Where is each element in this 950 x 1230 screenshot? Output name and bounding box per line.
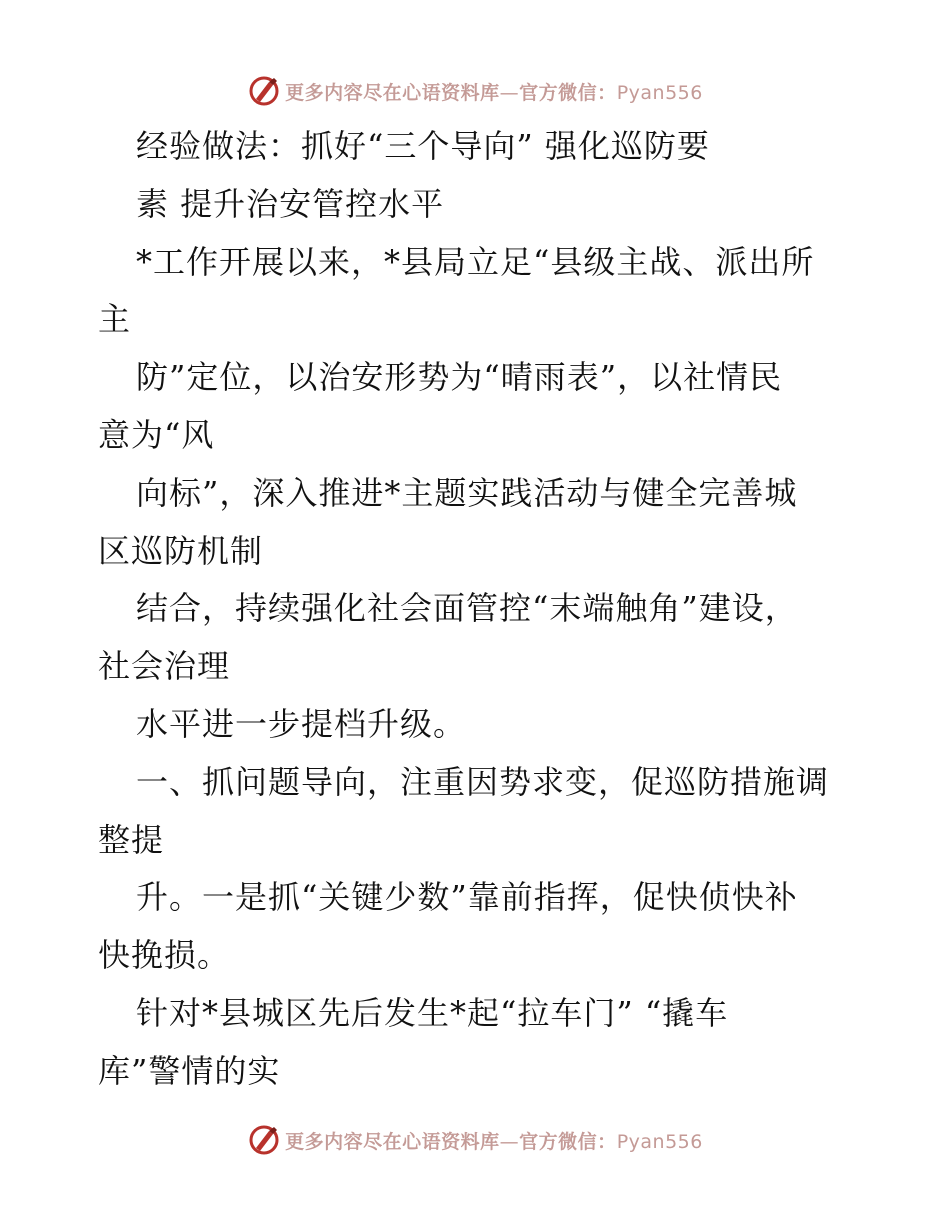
text-line: 水平进一步提档升级。 [136,704,467,743]
text-line: 升。一是抓“关键少数”靠前指挥，促快侦快补 [136,878,798,917]
pen-logo-icon [247,74,281,108]
watermark-wechat-id: Pyan556 [616,1130,703,1153]
watermark-main-text: 更多内容尽在心语资料库 [285,81,500,104]
footer-watermark [0,1120,950,1160]
watermark-main-text: 更多内容尽在心语资料库 [285,1130,500,1153]
text-line: 向标”，深入推进*主题实践活动与健全完善城 [136,473,798,512]
watermark-wechat-id: Pyan556 [616,81,703,104]
document-body [98,118,858,1101]
text-line: 结合，持续强化社会面管控“末端触角”建设， [136,589,798,628]
text-line: 经验做法：抓好“三个导向” 强化巡防要 [136,127,710,165]
pen-logo-icon [247,1123,281,1157]
text-line: 整提 [98,820,165,859]
text-line: 针对*县城区先后发生*起“拉车门” “撬车 [136,993,729,1032]
text-line: 库”警情的实 [98,1051,281,1090]
text-line: 区巡防机制 [98,531,264,570]
text-line: 素 提升治安管控水平 [136,184,445,223]
text-line: 防”定位，以治安形势为“晴雨表”，以社情民 [136,358,783,397]
text-line: 意为“风 [98,415,215,454]
text-line: *工作开展以来，*县局立足“县级主战、派出所 [136,242,815,281]
watermark-separator: — [499,1130,520,1153]
text-line: 主 [98,300,132,339]
watermark-official-label: 官方微信： [519,81,617,104]
text-line: 一、抓问题导向，注重因势求变，促巡防措施调 [136,762,830,801]
watermark-separator: — [499,81,520,104]
header-watermark [0,71,950,111]
watermark-official-label: 官方微信： [519,1130,617,1153]
text-line: 社会治理 [98,647,231,686]
text-line: 快挽损。 [98,936,231,975]
